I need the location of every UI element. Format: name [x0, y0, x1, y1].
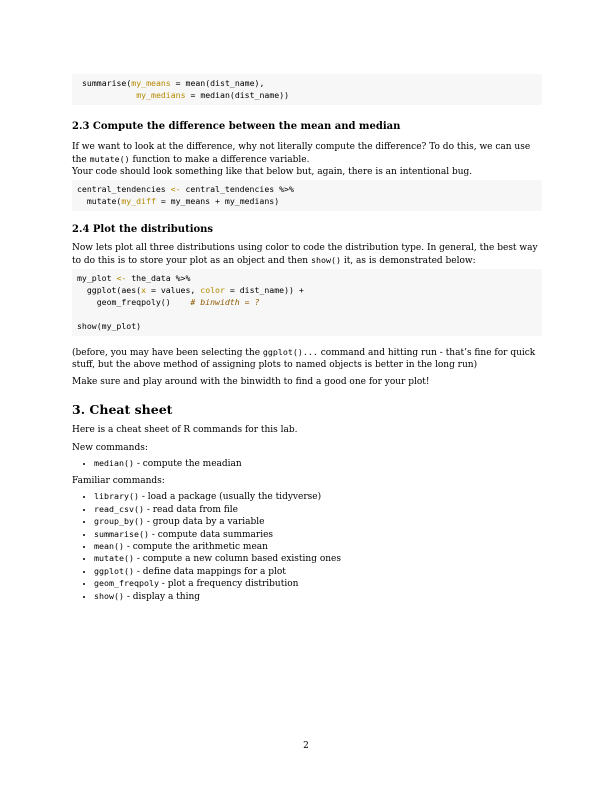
heading-2-3: 2.3 Compute the difference between the mean and median — [72, 121, 401, 132]
familiar-commands-label: Familiar commands: — [72, 476, 165, 487]
new-commands-label: New commands: — [72, 443, 148, 453]
list-item: • mutate() - compute a new column based existing ones — [94, 553, 542, 565]
list-item: • median() - compute the meadian — [94, 458, 542, 470]
list-item: • group_by() - group data by a variable — [94, 516, 542, 528]
new-commands-list — [72, 458, 542, 470]
document-page — [72, 74, 542, 603]
code-block-ggplot: my_plot <- the_data %>% ggplot(aes(x = values, color = dist_name)) + geom_freqpoly() # binwidth = ? show(my_plot) — [72, 269, 542, 336]
list-item: • summarise() - compute data summaries — [94, 529, 542, 541]
familiar-commands-list — [72, 491, 542, 603]
list-item: • geom_freqpoly - plot a frequency distribution — [94, 578, 542, 590]
paragraph-2-4-note: (before, you may have been selecting the ggplot()... command and hitting run - that’s fine for quick stuff, but the above method of assigning plots to named objects is better in the long run) — [72, 347, 536, 370]
paragraph-2-3-intro: If we want to look at the difference, why not literally compute the difference? To do this, we can use the mutate() function to make a difference variable. — [72, 142, 531, 165]
list-item: • show() - display a thing — [94, 591, 542, 603]
paragraph-2-3-bug-note: Your code should look something like that below but, again, there is an intentional bug. — [72, 167, 473, 177]
paragraph-cheatsheet-intro: Here is a cheat sheet of R commands for this lab. — [72, 425, 298, 435]
heading-2-4: 2.4 Plot the distributions — [72, 224, 214, 235]
heading-3: 3. Cheat sheet — [72, 402, 173, 417]
list-item: • read_csv() - read data from file — [94, 504, 542, 516]
list-item: • mean() - compute the arithmetic mean — [94, 541, 542, 553]
list-item: • library() - load a package (usually the tidyverse) — [94, 491, 542, 503]
page-number: 2 — [303, 741, 309, 751]
paragraph-2-4-binwidth: Make sure and play around with the binwidth to find a good one for your plot! — [72, 377, 430, 387]
list-item: • ggplot() - define data mappings for a plot — [94, 566, 542, 578]
paragraph-2-4-intro: Now lets plot all three distributions using color to code the distribution type. In general, the best way to do this is to store your plot as an object and then show() it, as is demonstrated below: — [72, 243, 538, 266]
code-block-mutate: central_tendencies <- central_tendencies %>% mutate(my_diff = my_means + my_medians) — [72, 180, 542, 211]
code-block-summarise: summarise(my_means = mean(dist_name), my_medians = median(dist_name)) — [72, 74, 542, 105]
